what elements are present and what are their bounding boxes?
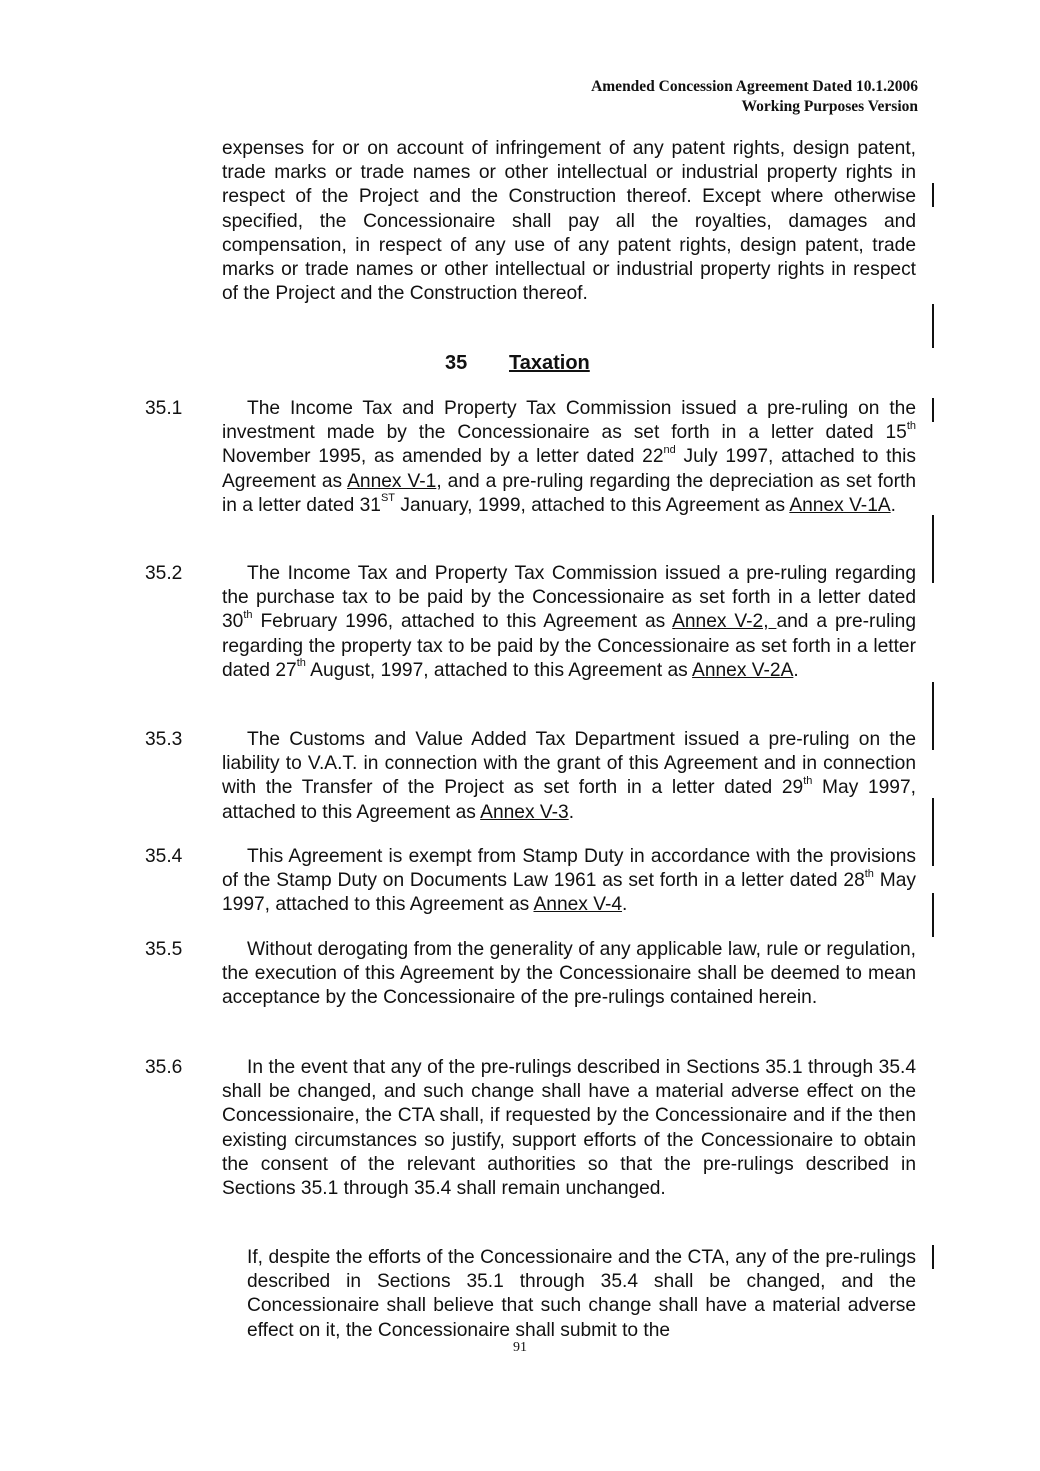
clause-35-4 — [222, 845, 916, 918]
ordinal-suffix: th — [864, 867, 874, 880]
page-number: 91 — [513, 1340, 527, 1355]
revision-change-bar — [932, 398, 934, 422]
ordinal-suffix: th — [243, 609, 253, 622]
clause-text: July 1997, attached to this Agreement as — [222, 446, 916, 492]
clause-text: The Income Tax and Property Tax Commission issued a pre-ruling on the investment made by the Concessionaire as set forth in a letter dated 15 — [222, 398, 916, 444]
clause-number: 35.5 — [145, 939, 183, 960]
annex-reference: Annex V-2, — [672, 611, 777, 633]
ordinal-suffix: th — [906, 419, 916, 432]
revision-change-bar — [932, 893, 934, 937]
clause-text: August, 1997, attached to this Agreement as — [305, 659, 693, 681]
clause-number: 35.2 — [145, 563, 183, 584]
ordinal-suffix: nd — [663, 444, 676, 457]
revision-change-bar — [932, 798, 934, 866]
clause-text: February 1996, attached to this Agreement as — [252, 611, 673, 633]
clause-text: January, 1999, attached to this Agreement as — [395, 494, 790, 516]
clause-35-1 — [222, 397, 916, 518]
section-number: 35 — [445, 352, 468, 374]
clause-35-5: Without derogating from the generality of any applicable law, rule or regulation, the execution of this Agreement by the Concessionaire shall be deemed to mean acceptance by the Concessionaire of the pre-rulings contained herein. — [222, 939, 916, 1009]
clause-text: The Income Tax and Property Tax Commission issued a pre-ruling regarding the purchase tax to be paid by the Concessionaire as set forth in a letter dated 30 — [222, 563, 916, 633]
clause-text: . — [793, 659, 799, 681]
intro-paragraph: expenses for or on account of infringement of any patent rights, design patent, trade marks or trade names or other intellectual or industrial property rights in respect of the Project and the Construction thereof. Except where otherwise specified, the Concessionaire shall pay all the royalties, damages and compensation, in respect of any use of any patent rights, design patent, trade marks or trade names or other intellectual or industrial property rights in respect of the Project and the Construction thereof. — [222, 138, 916, 305]
annex-reference: Annex V-2A — [692, 659, 794, 681]
annex-reference: Annex V-4 — [533, 894, 623, 916]
clause-text: This Agreement is exempt from Stamp Duty in accordance with the provisions of the Stamp Duty on Documents Law 1961 as set forth in a letter dated 28 — [222, 846, 916, 892]
clause-number: 35.1 — [145, 398, 183, 419]
clause-text: . — [622, 894, 628, 916]
clause-35-6: In the event that any of the pre-rulings described in Sections 35.1 through 35.4 shall be changed, and such change shall have a material adverse effect on the Concessionaire, the CTA shall, if requested by the Concessionaire and if the then existing circumstances so justify, support efforts of the Concessionaire to obtain the consent of the relevant authorities so that the pre-rulings described in Sections 35.1 through 35.4 shall remain unchanged. — [222, 1057, 916, 1200]
header-title: Amended Concession Agreement Dated 10.1.2006 — [591, 78, 918, 95]
ordinal-suffix: th — [803, 775, 813, 788]
revision-change-bar — [932, 682, 934, 750]
clause-35-6-continuation: If, despite the efforts of the Concessionaire and the CTA, any of the pre-rulings described in Sections 35.1 through 35.4 shall be changed, and the Concessionaire shall believe that such change shall have a material adverse effect on it, the Concessionaire shall submit to the — [247, 1247, 916, 1341]
annex-reference: Annex V-3 — [480, 801, 569, 823]
clause-number: 35.3 — [145, 729, 183, 750]
header-version: Working Purposes Version — [741, 98, 918, 115]
clause-35-2 — [222, 562, 916, 683]
clause-text: . — [568, 801, 575, 823]
clause-text: The Customs and Value Added Tax Department issued a pre-ruling on the liability to V.A.T. in connection with the grant of this Agreement and in connection with the Transfer of the Project as set forth in a letter dated 29 — [222, 729, 916, 799]
clause-text: May 1997, attached to this Agreement as — [222, 777, 916, 823]
annex-reference: Annex V-1A — [789, 494, 891, 516]
clause-text: November 1995, as amended by a letter dated 22 — [222, 446, 664, 468]
clause-35-3 — [222, 728, 916, 825]
revision-change-bar — [932, 1245, 934, 1269]
clause-text: , and a pre-ruling regarding the depreciation as set forth in a letter dated 31 — [222, 470, 916, 516]
annex-reference: Annex V-1 — [347, 470, 437, 492]
section-title: Taxation — [509, 352, 590, 374]
revision-change-bar — [932, 183, 934, 207]
revision-change-bar — [932, 304, 934, 348]
clause-number: 35.6 — [145, 1057, 183, 1078]
document-header — [591, 77, 918, 117]
clause-text: May 1997, attached to this Agreement as — [222, 870, 916, 916]
clause-text: and a pre-ruling regarding the property tax to be paid by the Concessionaire as set forth in a letter dated 27 — [222, 611, 916, 681]
ordinal-suffix: ST — [380, 492, 396, 505]
clause-number: 35.4 — [145, 846, 183, 867]
revision-change-bar — [932, 515, 934, 583]
clause-text: . — [890, 494, 897, 516]
ordinal-suffix: th — [296, 657, 306, 670]
